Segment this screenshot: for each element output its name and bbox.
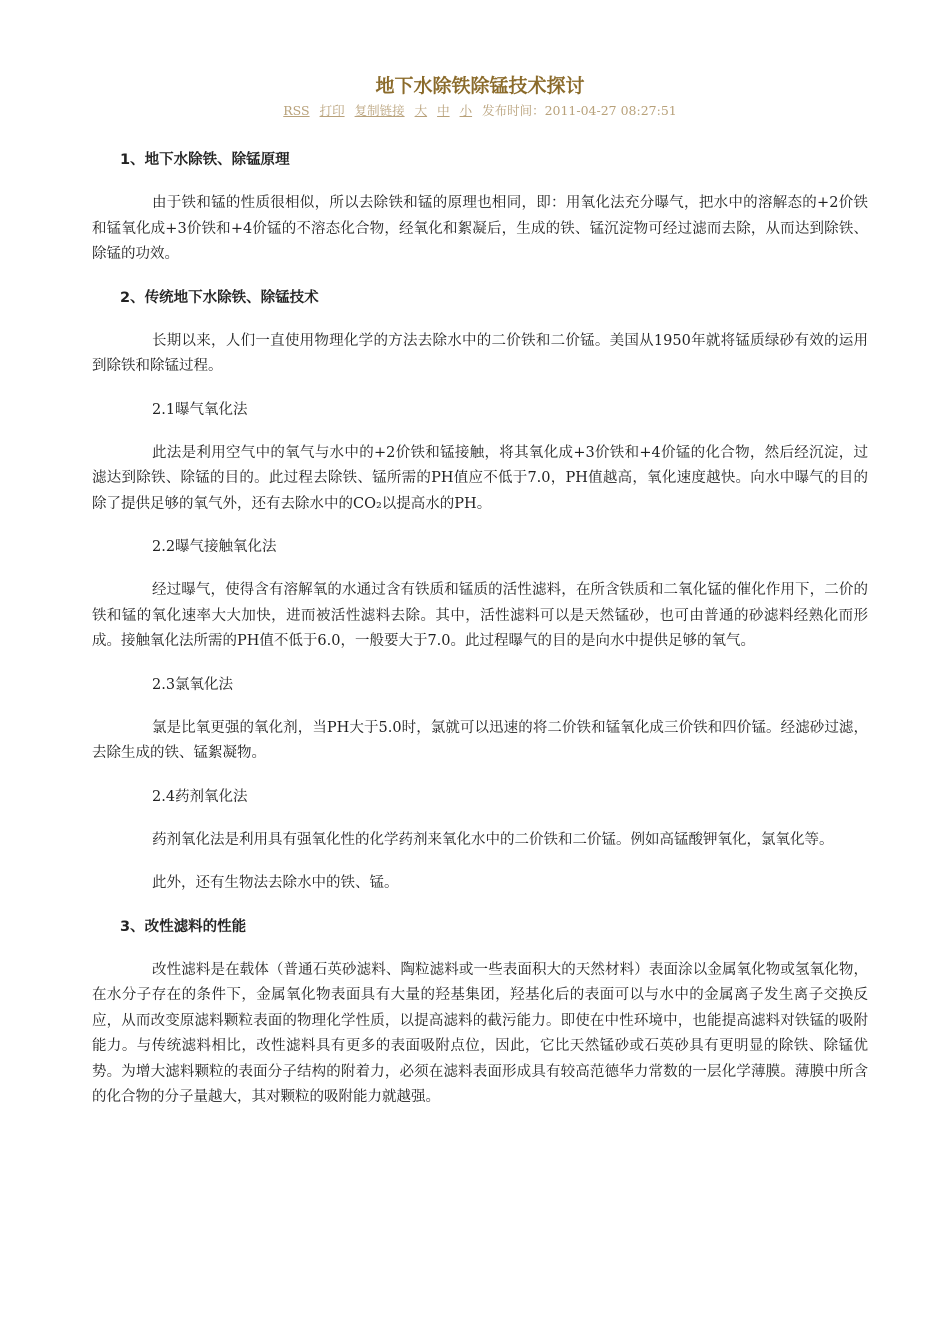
paragraph: 此法是利用空气中的氧气与水中的+2价铁和锰接触，将其氧化成+3价铁和+4价锰的化合物，然后经沉淀，过滤达到除铁、除锰的目的。此过程去除铁、锰所需的PH值应不低于7.0，PH值越高，氧化速度越快。向水中曝气的目的除了提供足够的氧气外，还有去除水中的CO₂以提高水的PH。 xyxy=(92,444,868,512)
paragraph: 改性滤料是在载体（普通石英砂滤料、陶粒滤料或一些表面积大的天然材料）表面涂以金属氧化物或氢氧化物，在水分子存在的条件下，金属氧化物表面具有大量的羟基集团，羟基化后的表面可以与水中的金属离子发生离子交换反应，从而改变原滤料颗粒表面的物理化学性质，以提高滤料的截污能力。即使在中性环境中，也能提高滤料对铁锰的吸附能力。与传统滤料相比，改性滤料具有更多的表面吸附点位，因此，它比天然锰砂或石英砂具有更明显的除铁、除锰优势。为增大滤料颗粒的表面分子结构的附着力，必须在滤料表面形成具有较高范德华力常数的一层化学薄膜。薄膜中所含的化合物的分子量越大，其对颗粒的吸附能力就越强。 xyxy=(92,961,868,1105)
font-size-medium-link[interactable]: 中 xyxy=(437,103,450,118)
paragraph: 长期以来，人们一直使用物理化学的方法去除水中的二价铁和二价锰。美国从1950年就将锰质绿砂有效的运用到除铁和除锰过程。 xyxy=(92,332,868,374)
font-size-small-link[interactable]: 小 xyxy=(459,103,473,118)
section-heading: 1、地下水除铁、除锰原理 xyxy=(120,152,290,168)
article-title: 地下水除铁除锰技术探讨 xyxy=(375,75,585,97)
subsection-heading: 2.2曝气接触氧化法 xyxy=(152,539,277,555)
article xyxy=(92,72,868,1129)
publish-time: 发布时间：2011-04-27 08:27:51 xyxy=(482,103,677,118)
subsection-heading: 2.3氯氧化法 xyxy=(152,676,234,693)
paragraph: 药剂氧化法是利用具有强氧化性的化学药剂来氧化水中的二价铁和二价锰。例如高锰酸钾氧化，氯氧化等。 xyxy=(152,831,834,848)
subsection-heading: 2.4药剂氧化法 xyxy=(152,788,248,805)
article-body xyxy=(92,148,868,1111)
section-heading: 3、改性滤料的性能 xyxy=(120,918,247,935)
font-size-large-link[interactable]: 大 xyxy=(414,103,428,118)
subsection-heading: 2.1曝气氧化法 xyxy=(152,401,248,418)
section-heading: 2、传统地下水除铁、除锰技术 xyxy=(120,289,319,306)
copy-link[interactable]: 复制链接 xyxy=(354,103,405,118)
rss-link[interactable]: RSS xyxy=(283,103,310,118)
paragraph: 由于铁和锰的性质很相似，所以去除铁和锰的原理也相同，即：用氧化法充分曝气，把水中的溶解态的+2价铁和锰氧化成+3价铁和+4价锰的不溶态化合物，经氧化和絮凝后，生成的铁、锰沉淀物可经过滤而去除，从而达到除铁、除锰的功效。 xyxy=(92,195,868,262)
paragraph: 氯是比氧更强的氧化剂，当PH大于5.0时，氯就可以迅速的将二价铁和锰氧化成三价铁和四价锰。经滤砂过滤，去除生成的铁、锰絮凝物。 xyxy=(92,719,868,761)
article-meta xyxy=(92,100,868,122)
paragraph: 经过曝气，使得含有溶解氧的水通过含有铁质和锰质的活性滤料，在所含铁质和二氧化锰的催化作用下，二价的铁和锰的氧化速率大大加快，进而被活性滤料去除。其中，活性滤料可以是天然锰砂，也可由普通的砂滤料经熟化而形成。接触氧化法所需的PH值不低于6.0，一般要大于7.0。此过程曝气的目的是向水中提供足够的氧气。 xyxy=(92,582,868,649)
print-link[interactable]: 打印 xyxy=(319,103,345,118)
paragraph: 此外，还有生物法去除水中的铁、锰。 xyxy=(152,875,399,891)
